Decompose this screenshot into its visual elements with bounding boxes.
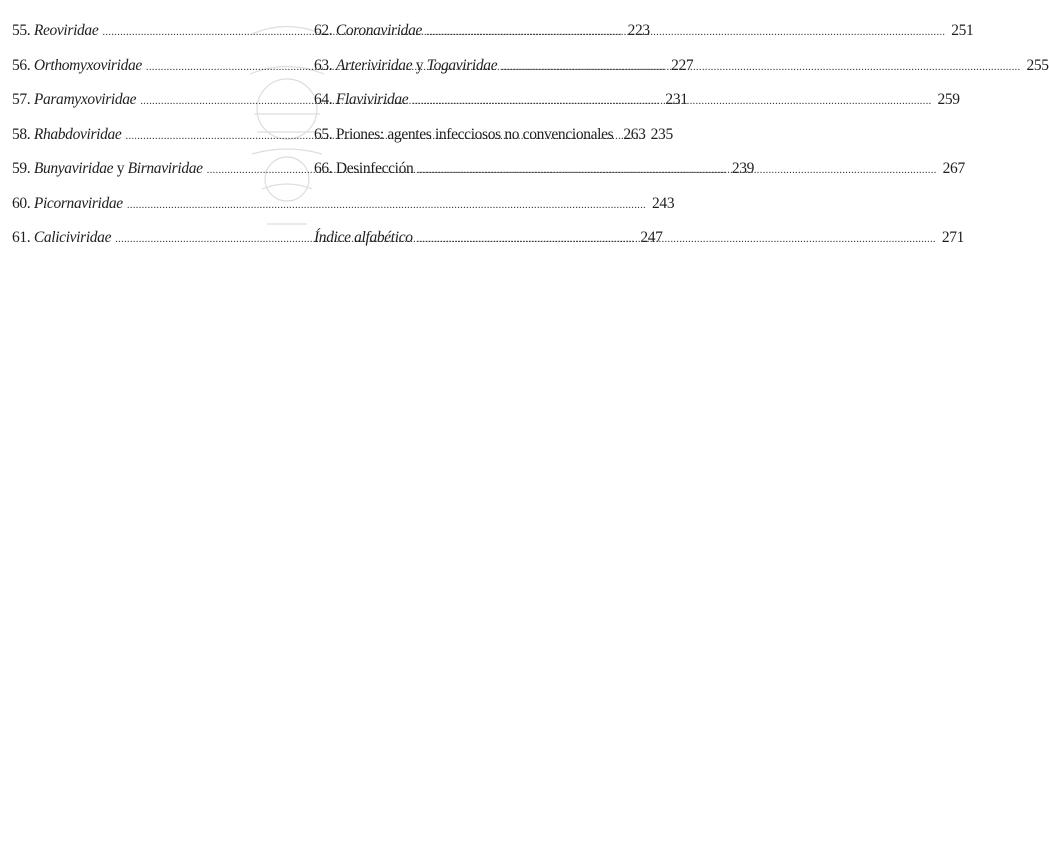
toc-entry-page: 231 [665, 91, 688, 108]
toc-entry-page: 247 [640, 229, 663, 246]
dot-leader [426, 26, 945, 38]
toc-entry-page: 227 [671, 56, 694, 74]
toc-entry-title: 65. Priones: agentes infecciosos no convencionales [314, 125, 614, 143]
toc-entry-title: 59. Bunyaviridae y Birnaviridae [12, 160, 203, 177]
toc-entry-title: 64. Flaviviridae [314, 91, 409, 108]
toc-entry-title: 58. Rhabdoviridae [12, 125, 122, 143]
toc-entry-title: 56. Orthomyxoviridae [12, 56, 142, 74]
dot-leader [417, 164, 936, 176]
toc-entry-page: 271 [941, 229, 965, 246]
toc-entry-title: 60. Picornaviridae [12, 194, 123, 212]
toc-entry-page: 243 [652, 194, 675, 212]
dot-leader [417, 233, 936, 245]
toc-entry-title: 63. Arteriviridae y Togaviridae [314, 56, 498, 74]
dot-leader [501, 61, 1020, 73]
toc-entry-title: 57. Paramyxoviridae [12, 91, 137, 108]
toc-entry-page: 255 [1026, 56, 1049, 74]
toc-entry-60[interactable] [12, 194, 675, 230]
toc-entry-page: 235 [650, 125, 673, 143]
toc-entry-title: 66. Desinfección [314, 160, 414, 177]
toc-entry-title: 61. Caliciviridae [12, 229, 112, 246]
toc-entry-title: 55. Reoviridae [12, 22, 99, 39]
toc-entry-65[interactable] [314, 125, 646, 161]
toc-entry-page: 259 [937, 91, 960, 108]
toc-entry-page: 223 [627, 22, 650, 39]
toc-entry-page: 263 [623, 125, 646, 143]
toc-entry-page: 239 [731, 160, 755, 177]
toc-entry-page: 251 [951, 22, 974, 39]
dot-leader [412, 95, 931, 107]
toc-entry-page: 267 [942, 160, 965, 177]
toc-entry-title: Índice alfabético [314, 229, 413, 246]
toc-entry-title: 62. Coronaviridae [314, 22, 423, 39]
